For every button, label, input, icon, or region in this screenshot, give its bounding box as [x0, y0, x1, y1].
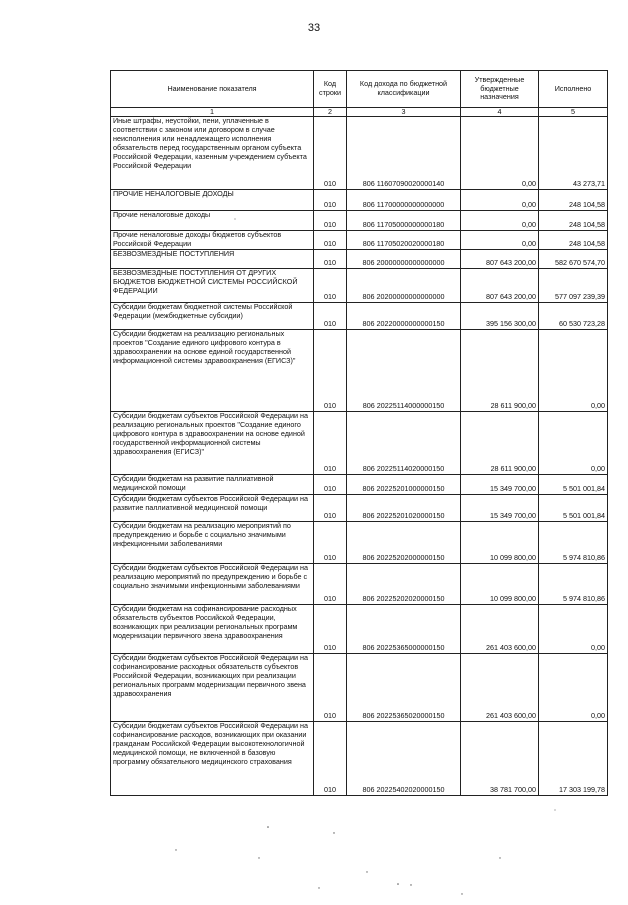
executed-cell: 248 104,58	[539, 211, 608, 231]
executed-cell: 582 670 574,70	[539, 250, 608, 269]
approved-cell: 15 349 700,00	[461, 495, 539, 522]
approved-cell: 10 099 800,00	[461, 564, 539, 605]
income-code-cell: 806 20200000000000000	[347, 269, 461, 303]
income-code-cell: 806 20225402020000150	[347, 722, 461, 796]
approved-cell: 395 156 300,00	[461, 303, 539, 330]
indicator-name-cell: Субсидии бюджетам на развитие паллиативной медицинской помощи	[111, 475, 314, 495]
indicator-name-cell: ПРОЧИЕ НЕНАЛОГОВЫЕ ДОХОДЫ	[111, 190, 314, 211]
line-code-cell: 010	[314, 522, 347, 564]
executed-cell: 5 501 001,84	[539, 475, 608, 495]
executed-cell: 0,00	[539, 605, 608, 654]
approved-cell: 261 403 600,00	[461, 654, 539, 722]
executed-cell: 43 273,71	[539, 117, 608, 190]
indicator-name-cell: Прочие неналоговые доходы бюджетов субъектов Российской Федерации	[111, 231, 314, 250]
income-code-cell: 806 20220000000000150	[347, 303, 461, 330]
approved-cell: 10 099 800,00	[461, 522, 539, 564]
approved-cell: 28 611 900,00	[461, 412, 539, 475]
indicator-name-cell: Субсидии бюджетам субъектов Российской Федерации на развитие паллиативной медицинской помощи	[111, 495, 314, 522]
income-code-cell: 806 11700000000000000	[347, 190, 461, 211]
executed-cell: 248 104,58	[539, 190, 608, 211]
income-code-cell: 806 20225202000000150	[347, 522, 461, 564]
header-approved: Утвержденные бюджетные назначения	[461, 71, 539, 108]
executed-cell: 5 501 001,84	[539, 495, 608, 522]
executed-cell: 0,00	[539, 412, 608, 475]
column-number: 1	[111, 108, 314, 117]
approved-cell: 28 611 900,00	[461, 330, 539, 412]
line-code-cell: 010	[314, 605, 347, 654]
line-code-cell: 010	[314, 269, 347, 303]
approved-cell: 807 643 200,00	[461, 250, 539, 269]
line-code-cell: 010	[314, 303, 347, 330]
indicator-name-cell: Прочие неналоговые доходы	[111, 211, 314, 231]
executed-cell: 577 097 239,39	[539, 269, 608, 303]
income-code-cell: 806 20225202020000150	[347, 564, 461, 605]
indicator-name-cell: БЕЗВОЗМЕЗДНЫЕ ПОСТУПЛЕНИЯ	[111, 250, 314, 269]
line-code-cell: 010	[314, 654, 347, 722]
header-executed: Исполнено	[539, 71, 608, 108]
header-line-code: Код строки	[314, 71, 347, 108]
income-code-cell: 806 20225201000000150	[347, 475, 461, 495]
header-income-code: Код дохода по бюджетной классификации	[347, 71, 461, 108]
header-indicator-name: Наименование показателя	[111, 71, 314, 108]
indicator-name-cell: БЕЗВОЗМЕЗДНЫЕ ПОСТУПЛЕНИЯ ОТ ДРУГИХ БЮДЖЕТОВ БЮДЖЕТНОЙ СИСТЕМЫ РОССИЙСКОЙ ФЕДЕРАЦИИ	[111, 269, 314, 303]
column-number: 5	[539, 108, 608, 117]
indicator-name-cell: Иные штрафы, неустойки, пени, уплаченные в соответствии с законом или договором в случае неисполнения или ненадлежащего исполнения обязательств перед государственным органом субъекта Российской Федерации, казенным учреждением субъекта Российской Федерации	[111, 117, 314, 190]
executed-cell: 0,00	[539, 654, 608, 722]
income-code-cell: 806 20225114020000150	[347, 412, 461, 475]
line-code-cell: 010	[314, 495, 347, 522]
indicator-name-cell: Субсидии бюджетам субъектов Российской Федерации на софинансирование расходов, возникающих при оказании гражданам Российской Федерации высокотехнологичной медицинской помощи, не включенной в базовую программу обязательного медицинского страхования	[111, 722, 314, 796]
line-code-cell: 010	[314, 190, 347, 211]
line-code-cell: 010	[314, 564, 347, 605]
column-number: 4	[461, 108, 539, 117]
executed-cell: 17 303 199,78	[539, 722, 608, 796]
executed-cell: 60 530 723,28	[539, 303, 608, 330]
line-code-cell: 010	[314, 117, 347, 190]
approved-cell: 0,00	[461, 117, 539, 190]
executed-cell: 5 974 810,86	[539, 564, 608, 605]
approved-cell: 0,00	[461, 190, 539, 211]
approved-cell: 0,00	[461, 211, 539, 231]
approved-cell: 15 349 700,00	[461, 475, 539, 495]
approved-cell: 807 643 200,00	[461, 269, 539, 303]
approved-cell: 38 781 700,00	[461, 722, 539, 796]
column-number: 2	[314, 108, 347, 117]
indicator-name-cell: Субсидии бюджетам субъектов Российской Федерации на софинансирование расходных обязательств субъектов Российской Федерации, возникающих при реализации региональных программ модернизации первичного звена здравоохранения	[111, 654, 314, 722]
indicator-name-cell: Субсидии бюджетам на реализацию региональных проектов "Создание единого цифрового контура в здравоохранении на основе единой государственной информационной системы здравоохранения (ЕГИСЗ)"	[111, 330, 314, 412]
income-code-cell: 806 11705000000000180	[347, 211, 461, 231]
line-code-cell: 010	[314, 330, 347, 412]
executed-cell: 248 104,58	[539, 231, 608, 250]
column-number: 3	[347, 108, 461, 117]
approved-cell: 0,00	[461, 231, 539, 250]
income-code-cell: 806 11607090020000140	[347, 117, 461, 190]
income-code-cell: 806 20225365020000150	[347, 654, 461, 722]
income-code-cell: 806 20225201020000150	[347, 495, 461, 522]
indicator-name-cell: Субсидии бюджетам на реализацию мероприятий по предупреждению и борьбе с социально значимыми инфекционными заболеваниями	[111, 522, 314, 564]
line-code-cell: 010	[314, 211, 347, 231]
executed-cell: 5 974 810,86	[539, 522, 608, 564]
page-number: 33	[307, 22, 321, 34]
indicator-name-cell: Субсидии бюджетам субъектов Российской Федерации на реализацию мероприятий по предупреждению и борьбе с социально значимыми инфекционными заболеваниями	[111, 564, 314, 605]
indicator-name-cell: Субсидии бюджетам бюджетной системы Российской Федерации (межбюджетные субсидии)	[111, 303, 314, 330]
line-code-cell: 010	[314, 722, 347, 796]
line-code-cell: 010	[314, 412, 347, 475]
income-code-cell: 806 11705020020000180	[347, 231, 461, 250]
income-code-cell: 806 20000000000000000	[347, 250, 461, 269]
income-code-cell: 806 20225365000000150	[347, 605, 461, 654]
indicator-name-cell: Субсидии бюджетам субъектов Российской Федерации на реализацию региональных проектов "Создание единого цифрового контура в здравоохранении на основе единой государственной информационной системы здравоохранения (ЕГИСЗ)"	[111, 412, 314, 475]
indicator-name-cell: Субсидии бюджетам на софинансирование расходных обязательств субъектов Российской Федерации, возникающих при реализации региональных программ модернизации первичного звена здравоохранения	[111, 605, 314, 654]
approved-cell: 261 403 600,00	[461, 605, 539, 654]
executed-cell: 0,00	[539, 330, 608, 412]
line-code-cell: 010	[314, 231, 347, 250]
income-code-cell: 806 20225114000000150	[347, 330, 461, 412]
line-code-cell: 010	[314, 250, 347, 269]
line-code-cell: 010	[314, 475, 347, 495]
